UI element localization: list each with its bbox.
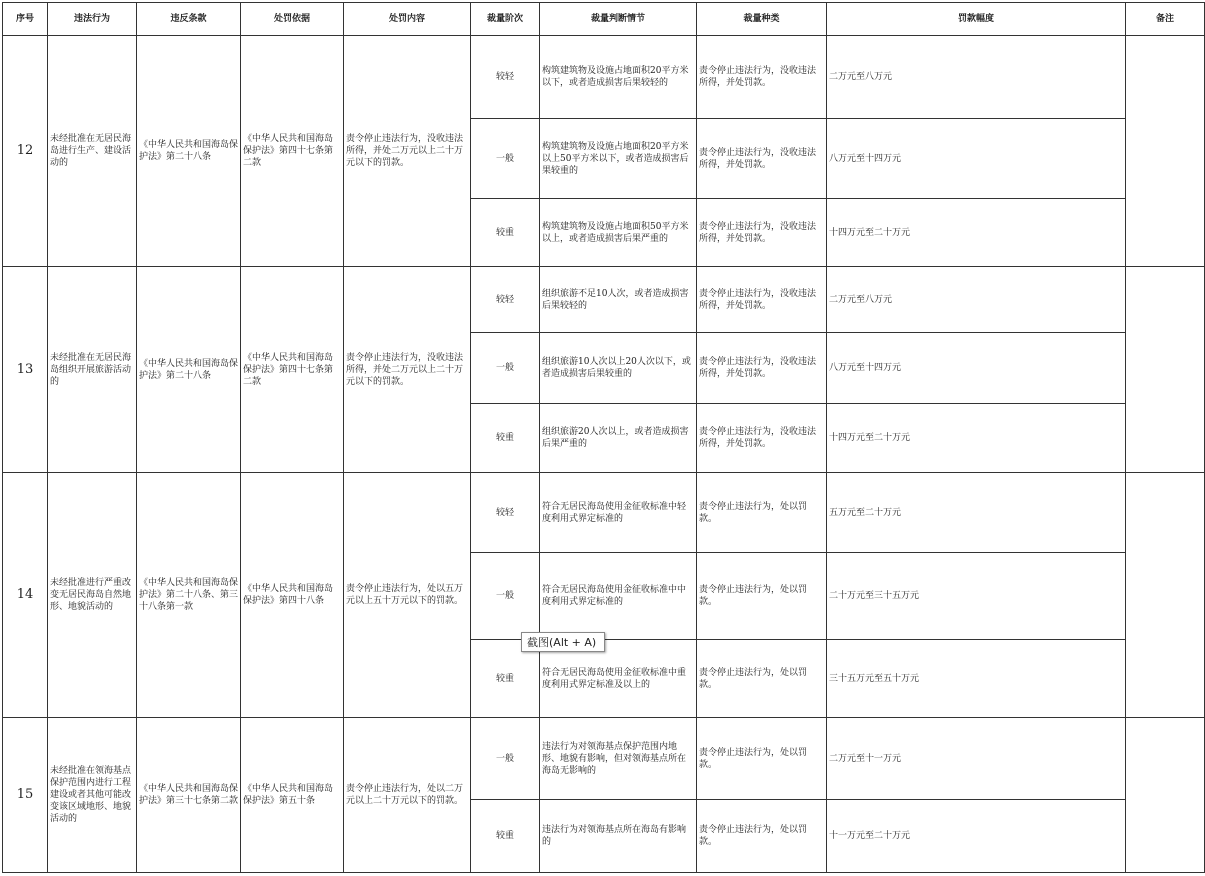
discretion-level: 一般	[471, 718, 540, 800]
discretion-kind: 责令停止违法行为，没收违法所得，并处罚款。	[697, 199, 827, 267]
discretion-kind: 责令停止违法行为，处以罚款。	[697, 718, 827, 800]
violation-behavior: 未经批准在领海基点保护范围内进行工程建设或者其他可能改变该区域地形、地貌活动的	[48, 718, 137, 873]
violation-behavior: 未经批准在无居民海岛组织开展旅游活动的	[48, 267, 137, 473]
header-remark: 备注	[1126, 3, 1205, 36]
discretion-level: 较重	[471, 199, 540, 267]
header-basis: 处罚依据	[241, 3, 344, 36]
discretion-kind: 责令停止违法行为，没收违法所得，并处罚款。	[697, 119, 827, 199]
table-row	[3, 718, 1205, 800]
header-row	[3, 3, 1205, 36]
discretion-level: 较重	[471, 404, 540, 473]
discretion-level: 较轻	[471, 36, 540, 119]
item-number: 15	[3, 718, 48, 873]
discretion-circumstance: 符合无居民海岛使用金征收标准中轻度利用式界定标准的	[540, 473, 697, 553]
fine-range: 十四万元至二十万元	[827, 199, 1126, 267]
discretion-kind: 责令停止违法行为，处以罚款。	[697, 473, 827, 553]
remark-cell	[1126, 36, 1205, 267]
discretion-circumstance: 违法行为对领海基点所在海岛有影响的	[540, 800, 697, 873]
penalty-content: 责令停止违法行为，处以五万元以上五十万元以下的罚款。	[344, 473, 471, 718]
penalty-basis: 《中华人民共和国海岛保护法》第四十七条第二款	[241, 267, 344, 473]
table-row	[3, 36, 1205, 119]
remark-cell	[1126, 267, 1205, 473]
discretion-kind: 责令停止违法行为，没收违法所得，并处罚款。	[697, 404, 827, 473]
discretion-circumstance: 构筑建筑物及设施占地面积50平方米以上，或者造成损害后果严重的	[540, 199, 697, 267]
header-range: 罚款幅度	[827, 3, 1126, 36]
violated-clause: 《中华人民共和国海岛保护法》第二十八条	[137, 36, 241, 267]
discretion-circumstance: 组织旅游不足10人次，或者造成损害后果较轻的	[540, 267, 697, 333]
screenshot-tooltip: 截图(Alt + A)	[521, 632, 605, 652]
remark-cell	[1126, 718, 1205, 873]
fine-range: 二万元至十一万元	[827, 718, 1126, 800]
discretion-circumstance: 组织旅游10人次以上20人次以下，或者造成损害后果较重的	[540, 333, 697, 404]
violated-clause: 《中华人民共和国海岛保护法》第三十七条第二款	[137, 718, 241, 873]
discretion-circumstance: 符合无居民海岛使用金征收标准中中度利用式界定标准的	[540, 553, 697, 640]
discretion-kind: 责令停止违法行为，处以罚款。	[697, 640, 827, 718]
discretion-level: 较轻	[471, 473, 540, 553]
fine-range: 八万元至十四万元	[827, 119, 1126, 199]
discretion-level: 一般	[471, 333, 540, 404]
discretion-kind: 责令停止违法行为，处以罚款。	[697, 553, 827, 640]
header-level: 裁量阶次	[471, 3, 540, 36]
header-behavior: 违法行为	[48, 3, 137, 36]
item-number: 12	[3, 36, 48, 267]
discretion-level: 较轻	[471, 267, 540, 333]
discretion-kind: 责令停止违法行为，没收违法所得，并处罚款。	[697, 267, 827, 333]
header-no: 序号	[3, 3, 48, 36]
remark-cell	[1126, 473, 1205, 718]
penalty-basis: 《中华人民共和国海岛保护法》第五十条	[241, 718, 344, 873]
table-row	[3, 267, 1205, 333]
discretion-circumstance: 构筑建筑物及设施占地面积20平方米以上50平方米以下，或者造成损害后果较重的	[540, 119, 697, 199]
fine-range: 八万元至十四万元	[827, 333, 1126, 404]
item-number: 13	[3, 267, 48, 473]
discretion-kind: 责令停止违法行为，没收违法所得，并处罚款。	[697, 333, 827, 404]
violated-clause: 《中华人民共和国海岛保护法》第二十八条、第三十八条第一款	[137, 473, 241, 718]
penalty-content: 责令停止违法行为，处以二万元以上二十万元以下的罚款。	[344, 718, 471, 873]
discretion-circumstance: 违法行为对领海基点保护范围内地形、地貌有影响，但对领海基点所在海岛无影响的	[540, 718, 697, 800]
header-kind: 裁量种类	[697, 3, 827, 36]
violation-behavior: 未经批准在无居民海岛进行生产、建设活动的	[48, 36, 137, 267]
discretion-kind: 责令停止违法行为，没收违法所得，并处罚款。	[697, 36, 827, 119]
discretion-circumstance: 组织旅游20人次以上，或者造成损害后果严重的	[540, 404, 697, 473]
discretion-level: 较重	[471, 640, 540, 718]
fine-range: 三十五万元至五十万元	[827, 640, 1126, 718]
fine-range: 二万元至八万元	[827, 267, 1126, 333]
fine-range: 二万元至八万元	[827, 36, 1126, 119]
penalty-content: 责令停止违法行为，没收违法所得，并处二万元以上二十万元以下的罚款。	[344, 267, 471, 473]
violation-behavior: 未经批准进行严重改变无居民海岛自然地形、地貌活动的	[48, 473, 137, 718]
item-number: 14	[3, 473, 48, 718]
discretion-level: 一般	[471, 553, 540, 640]
header-circumstance: 裁量判断情节	[540, 3, 697, 36]
header-clause: 违反条款	[137, 3, 241, 36]
fine-range: 十四万元至二十万元	[827, 404, 1126, 473]
discretion-level: 一般	[471, 119, 540, 199]
discretion-circumstance: 符合无居民海岛使用金征收标准中重度利用式界定标准及以上的	[540, 640, 697, 718]
penalty-basis: 《中华人民共和国海岛保护法》第四十七条第二款	[241, 36, 344, 267]
discretion-kind: 责令停止违法行为，处以罚款。	[697, 800, 827, 873]
fine-range: 五万元至二十万元	[827, 473, 1126, 553]
penalty-basis: 《中华人民共和国海岛保护法》第四十八条	[241, 473, 344, 718]
fine-range: 十一万元至二十万元	[827, 800, 1126, 873]
fine-range: 二十万元至三十五万元	[827, 553, 1126, 640]
header-content: 处罚内容	[344, 3, 471, 36]
table-row	[3, 473, 1205, 553]
discretion-circumstance: 构筑建筑物及设施占地面积20平方米以下，或者造成损害后果较轻的	[540, 36, 697, 119]
penalty-table	[2, 2, 1205, 873]
discretion-level: 较重	[471, 800, 540, 873]
violated-clause: 《中华人民共和国海岛保护法》第二十八条	[137, 267, 241, 473]
penalty-content: 责令停止违法行为，没收违法所得，并处二万元以上二十万元以下的罚款。	[344, 36, 471, 267]
